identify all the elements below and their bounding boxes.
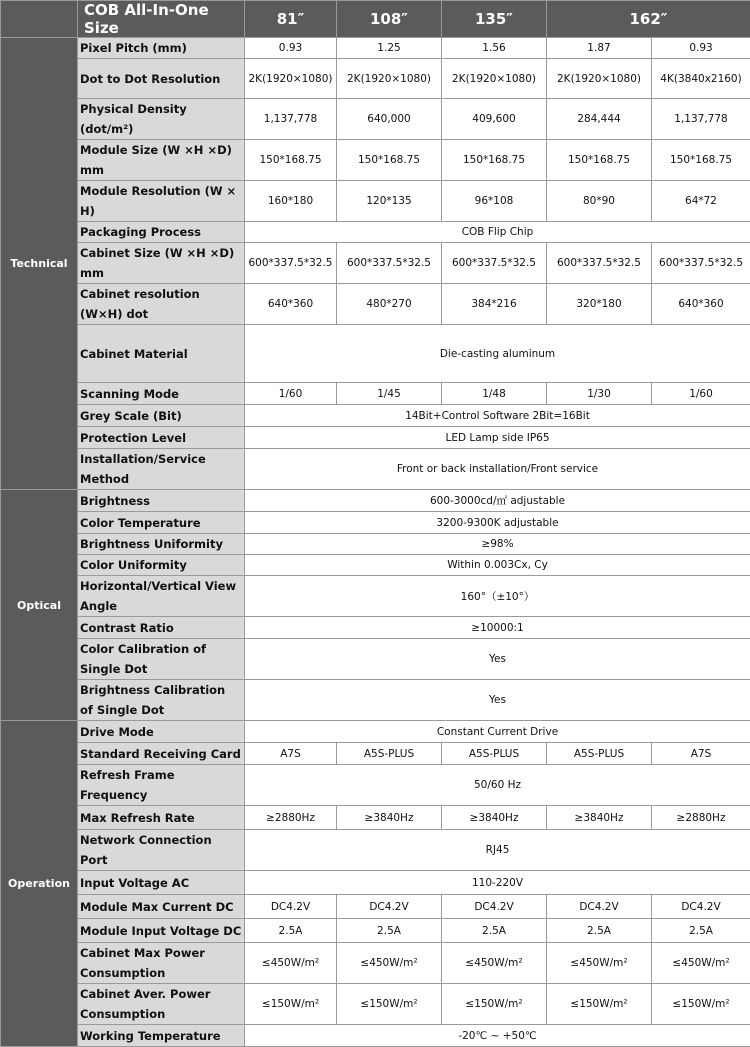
row-value: 64*72 <box>652 181 750 222</box>
row-label: Installation/Service Method <box>78 449 245 490</box>
row-label: Grey Scale (Bit) <box>78 405 245 427</box>
row-value: A7S <box>652 743 750 765</box>
row-value-shared: Front or back installation/Front service <box>245 449 750 490</box>
row-value: 150*168.75 <box>245 140 337 181</box>
row-label: Drive Mode <box>78 721 245 743</box>
row-label: Protection Level <box>78 427 245 449</box>
row-value: 4K(3840x2160) <box>652 59 750 99</box>
row-value: 0.93 <box>245 38 337 59</box>
row-value-shared: Within 0.003Cx, Cy <box>245 555 750 576</box>
row-value: ≤450W/m² <box>547 943 652 984</box>
row-value: ≤150W/m² <box>442 984 547 1025</box>
row-value: 1.25 <box>337 38 442 59</box>
row-value: 2.5A <box>547 919 652 943</box>
row-value: ≤450W/m² <box>337 943 442 984</box>
row-value: 2.5A <box>337 919 442 943</box>
row-value: 80*90 <box>547 181 652 222</box>
row-label: Brightness Calibration of Single Dot <box>78 680 245 721</box>
row-value: A5S-PLUS <box>442 743 547 765</box>
spec-row <box>1 943 750 984</box>
spec-row <box>1 984 750 1025</box>
row-value: 150*168.75 <box>442 140 547 181</box>
row-value: 2K(1920×1080) <box>337 59 442 99</box>
spec-row <box>1 59 750 99</box>
row-label: Refresh Frame Frequency <box>78 765 245 806</box>
row-value: 1/30 <box>547 383 652 405</box>
row-label: Module Input Voltage DC <box>78 919 245 943</box>
row-value: DC4.2V <box>547 895 652 919</box>
header-size-162: 162″ <box>547 1 750 38</box>
section-label-operation: Operation <box>1 721 78 1047</box>
spec-row <box>1 680 750 721</box>
row-value: 600*337.5*32.5 <box>547 243 652 284</box>
row-value: ≥2880Hz <box>652 806 750 830</box>
row-value: ≤450W/m² <box>245 943 337 984</box>
row-label: Input Voltage AC <box>78 871 245 895</box>
row-label: Network Connection Port <box>78 830 245 871</box>
row-value: 96*108 <box>442 181 547 222</box>
spec-row <box>1 449 750 490</box>
row-label: Color Calibration of Single Dot <box>78 639 245 680</box>
header-size-108: 108″ <box>337 1 442 38</box>
row-label: Module Resolution (W × H) <box>78 181 245 222</box>
row-value: DC4.2V <box>442 895 547 919</box>
header-size-81: 81″ <box>245 1 337 38</box>
row-value: 1,137,778 <box>652 99 750 140</box>
row-value-shared: 110-220V <box>245 871 750 895</box>
spec-row <box>1 405 750 427</box>
row-label: Cabinet Material <box>78 325 245 383</box>
row-value: ≤450W/m² <box>442 943 547 984</box>
row-value: 600*337.5*32.5 <box>442 243 547 284</box>
row-value-shared: Yes <box>245 639 750 680</box>
row-value: 1/45 <box>337 383 442 405</box>
row-value: ≤150W/m² <box>245 984 337 1025</box>
row-label: Scanning Mode <box>78 383 245 405</box>
row-label: Module Max Current DC <box>78 895 245 919</box>
spec-row <box>1 617 750 639</box>
row-label: Color Temperature <box>78 512 245 534</box>
row-value: 150*168.75 <box>547 140 652 181</box>
row-value: 480*270 <box>337 284 442 325</box>
row-value: 1/48 <box>442 383 547 405</box>
row-value: ≤150W/m² <box>652 984 750 1025</box>
row-value: 1/60 <box>652 383 750 405</box>
row-label: Module Size (W ×H ×D) mm <box>78 140 245 181</box>
row-value: 120*135 <box>337 181 442 222</box>
row-label: Packaging Process <box>78 222 245 243</box>
row-value: 150*168.75 <box>652 140 750 181</box>
row-value: 409,600 <box>442 99 547 140</box>
row-label: Cabinet Max Power Consumption <box>78 943 245 984</box>
spec-row <box>1 871 750 895</box>
spec-row <box>1 576 750 617</box>
row-label: Physical Density (dot/m²) <box>78 99 245 140</box>
spec-row <box>1 512 750 534</box>
spec-row <box>1 1025 750 1047</box>
spec-row <box>1 830 750 871</box>
spec-row <box>1 284 750 325</box>
spec-row <box>1 721 750 743</box>
row-value: ≥3840Hz <box>442 806 547 830</box>
row-value: 2.5A <box>442 919 547 943</box>
spec-body <box>1 38 750 1047</box>
row-value: ≤450W/m² <box>652 943 750 984</box>
row-value: 2.5A <box>245 919 337 943</box>
row-label: Max Refresh Rate <box>78 806 245 830</box>
row-value-shared: 14Bit+Control Software 2Bit=16Bit <box>245 405 750 427</box>
spec-row <box>1 181 750 222</box>
row-value-shared: LED Lamp side IP65 <box>245 427 750 449</box>
row-value: 384*216 <box>442 284 547 325</box>
spec-row <box>1 743 750 765</box>
row-label: Brightness <box>78 490 245 512</box>
row-value: ≥3840Hz <box>337 806 442 830</box>
row-value-shared: ≥98% <box>245 534 750 555</box>
spec-row <box>1 639 750 680</box>
row-value: DC4.2V <box>245 895 337 919</box>
row-value: ≥2880Hz <box>245 806 337 830</box>
row-value: 600*337.5*32.5 <box>245 243 337 284</box>
row-label: Brightness Uniformity <box>78 534 245 555</box>
row-value: 2.5A <box>652 919 750 943</box>
row-label: Cabinet Size (W ×H ×D) mm <box>78 243 245 284</box>
spec-row <box>1 383 750 405</box>
row-value: 2K(1920×1080) <box>442 59 547 99</box>
row-value-shared: Yes <box>245 680 750 721</box>
row-value: 600*337.5*32.5 <box>337 243 442 284</box>
row-value: A5S-PLUS <box>337 743 442 765</box>
row-value: A7S <box>245 743 337 765</box>
row-value: 284,444 <box>547 99 652 140</box>
row-value: 320*180 <box>547 284 652 325</box>
row-value: 160*180 <box>245 181 337 222</box>
row-value-shared: 160°（±10°） <box>245 576 750 617</box>
row-value: 2K(1920×1080) <box>547 59 652 99</box>
row-value: 1,137,778 <box>245 99 337 140</box>
row-label: Working Temperature <box>78 1025 245 1047</box>
row-label: Cabinet Aver. Power Consumption <box>78 984 245 1025</box>
spec-row <box>1 919 750 943</box>
row-value-shared: -20℃ ~ +50℃ <box>245 1025 750 1047</box>
spec-row <box>1 38 750 59</box>
row-value: ≥3840Hz <box>547 806 652 830</box>
row-value: 150*168.75 <box>337 140 442 181</box>
spec-row <box>1 806 750 830</box>
row-value: 1/60 <box>245 383 337 405</box>
row-value: 640,000 <box>337 99 442 140</box>
row-value-shared: 50/60 Hz <box>245 765 750 806</box>
row-value: 600*337.5*32.5 <box>652 243 750 284</box>
spec-row <box>1 895 750 919</box>
row-value-shared: Constant Current Drive <box>245 721 750 743</box>
spec-row <box>1 555 750 576</box>
header-row <box>1 1 750 38</box>
row-value: 2K(1920×1080) <box>245 59 337 99</box>
row-value: ≤150W/m² <box>547 984 652 1025</box>
row-value: 1.56 <box>442 38 547 59</box>
row-value-shared: RJ45 <box>245 830 750 871</box>
header-title: COB All-In-One Size <box>78 1 245 38</box>
row-label: Color Uniformity <box>78 555 245 576</box>
row-label: Horizontal/Vertical View Angle <box>78 576 245 617</box>
row-value: 640*360 <box>652 284 750 325</box>
row-value: 1.87 <box>547 38 652 59</box>
spec-row <box>1 99 750 140</box>
row-label: Contrast Ratio <box>78 617 245 639</box>
row-value: DC4.2V <box>337 895 442 919</box>
row-label: Standard Receiving Card <box>78 743 245 765</box>
spec-row <box>1 140 750 181</box>
row-value: DC4.2V <box>652 895 750 919</box>
row-value: A5S-PLUS <box>547 743 652 765</box>
spec-row <box>1 427 750 449</box>
header-size-135: 135″ <box>442 1 547 38</box>
row-value: ≤150W/m² <box>337 984 442 1025</box>
row-label: Pixel Pitch (mm) <box>78 38 245 59</box>
row-label: Dot to Dot Resolution <box>78 59 245 99</box>
row-value-shared: 600-3000cd/㎡ adjustable <box>245 490 750 512</box>
spec-row <box>1 325 750 383</box>
header-corner <box>1 1 78 38</box>
section-label-technical: Technical <box>1 38 78 490</box>
spec-row <box>1 222 750 243</box>
row-value-shared: COB Flip Chip <box>245 222 750 243</box>
row-value-shared: Die-casting aluminum <box>245 325 750 383</box>
row-value: 640*360 <box>245 284 337 325</box>
section-label-optical: Optical <box>1 490 78 721</box>
row-value-shared: ≥10000:1 <box>245 617 750 639</box>
row-value-shared: 3200-9300K adjustable <box>245 512 750 534</box>
spec-row <box>1 490 750 512</box>
spec-row <box>1 534 750 555</box>
row-value: 0.93 <box>652 38 750 59</box>
spec-row <box>1 765 750 806</box>
spec-row <box>1 243 750 284</box>
row-label: Cabinet resolution (W×H) dot <box>78 284 245 325</box>
